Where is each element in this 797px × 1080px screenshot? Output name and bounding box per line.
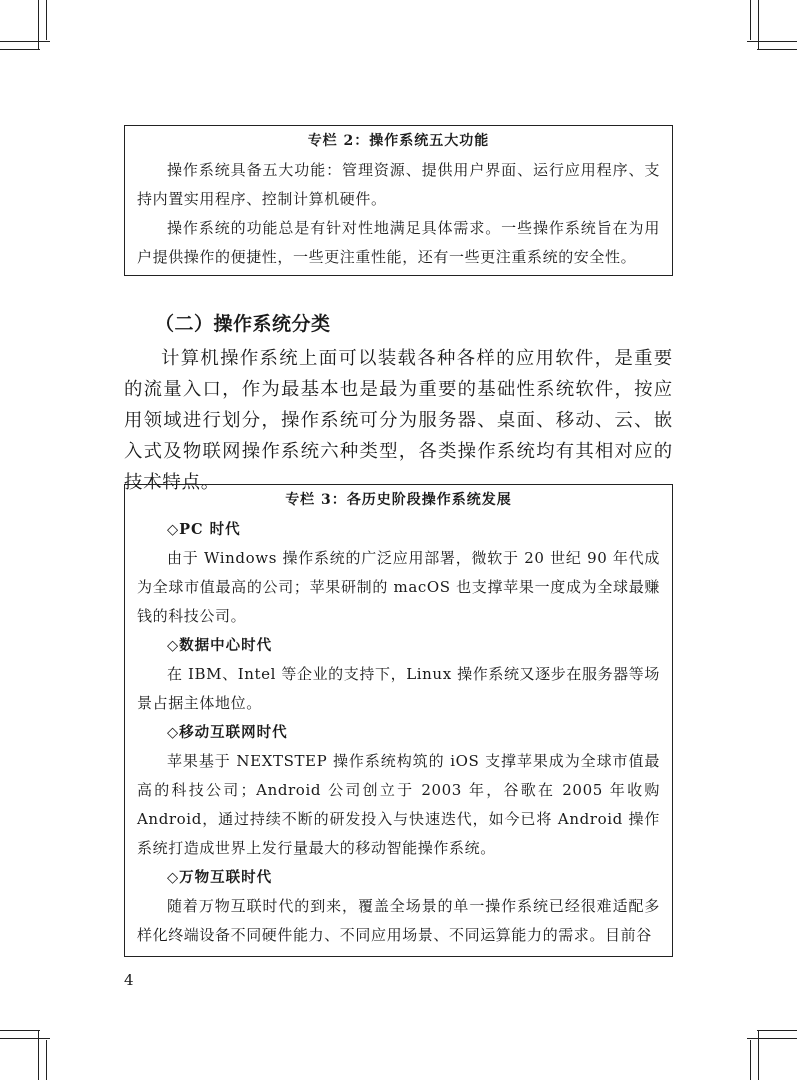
crop-mark-bottom-right-h2 — [757, 1030, 797, 1031]
era-text-iot: 随着万物互联时代的到来，覆盖全场景的单一操作系统已经很难适配多样化终端设备不同硬件能力、不同应用场景、不同运算能力的需求。目前谷 — [137, 897, 660, 944]
crop-mark-bottom-left-h2 — [0, 1030, 40, 1031]
era-heading-mobile: ◇移动互联网时代 — [167, 724, 288, 741]
sidebar-box-2 — [124, 125, 673, 276]
sidebar-box-2-paragraph-2: 操作系统的功能总是有针对性地满足具体需求。一些操作系统旨在为用户提供操作的便捷性，一些更注重性能，还有一些更注重系统的安全性。 — [137, 219, 660, 266]
era-text-mobile: 苹果基于 NEXTSTEP 操作系统构筑的 iOS 支撑苹果成为全球市值最高的科技公司；Android 公司创立于 2003 年，谷歌在 2005 年收购 Android，通过持续不断的研发投入与快速迭代，如今已将 Android 操作系统打造成世界上发行量最大的移动智能操作系统。 — [137, 752, 660, 857]
crop-mark-bottom-left-h — [0, 1038, 50, 1039]
crop-mark-top-right-h — [747, 41, 797, 42]
era-text-datacenter: 在 IBM、Intel 等企业的支持下，Linux 操作系统又逐步在服务器等场景占据主体地位。 — [137, 665, 660, 712]
crop-mark-top-left-v — [38, 0, 39, 50]
era-text-pc: 由于 Windows 操作系统的广泛应用部署，微软于 20 世纪 90 年代成为全球市值最高的公司；苹果研制的 macOS 也支撑苹果一度成为全球最赚钱的科技公司。 — [137, 549, 660, 625]
era-heading-pc: ◇PC 时代 — [167, 521, 241, 538]
section-body: 计算机操作系统上面可以装载各种各样的应用软件，是重要的流量入口，作为最基本也是最为重要的基础性系统软件，按应用领域进行划分，操作系统可分为服务器、桌面、移动、云、嵌入式及物联网操作系统六种类型，各类操作系统均有其相对应的技术特点。 — [124, 348, 673, 493]
crop-mark-bottom-right-h — [747, 1038, 797, 1039]
sidebar-box-2-paragraph-1: 操作系统具备五大功能：管理资源、提供用户界面、运行应用程序、支持内置实用程序、控制计算机硬件。 — [137, 161, 660, 208]
sidebar-box-2-title: 专栏 2：操作系统五大功能 — [307, 133, 490, 149]
crop-mark-top-left-v2 — [46, 0, 47, 40]
crop-mark-top-right-h2 — [757, 49, 797, 50]
crop-mark-top-left-h2 — [0, 49, 40, 50]
crop-mark-top-right-v2 — [750, 0, 751, 40]
page-number: 4 — [124, 971, 134, 989]
sidebar-box-3-title: 专栏 3：各历史阶段操作系统发展 — [285, 492, 512, 508]
crop-mark-bottom-right-v — [758, 1030, 759, 1080]
crop-mark-bottom-left-v — [38, 1030, 39, 1080]
era-heading-iot: ◇万物互联时代 — [167, 869, 273, 886]
crop-mark-bottom-right-v2 — [750, 1040, 751, 1080]
era-heading-datacenter: ◇数据中心时代 — [167, 637, 273, 654]
crop-mark-top-left-h — [0, 41, 50, 42]
section-title: （二）操作系统分类 — [155, 313, 331, 335]
crop-mark-top-right-v — [758, 0, 759, 50]
crop-mark-bottom-left-v2 — [46, 1040, 47, 1080]
sidebar-box-3 — [124, 484, 673, 957]
